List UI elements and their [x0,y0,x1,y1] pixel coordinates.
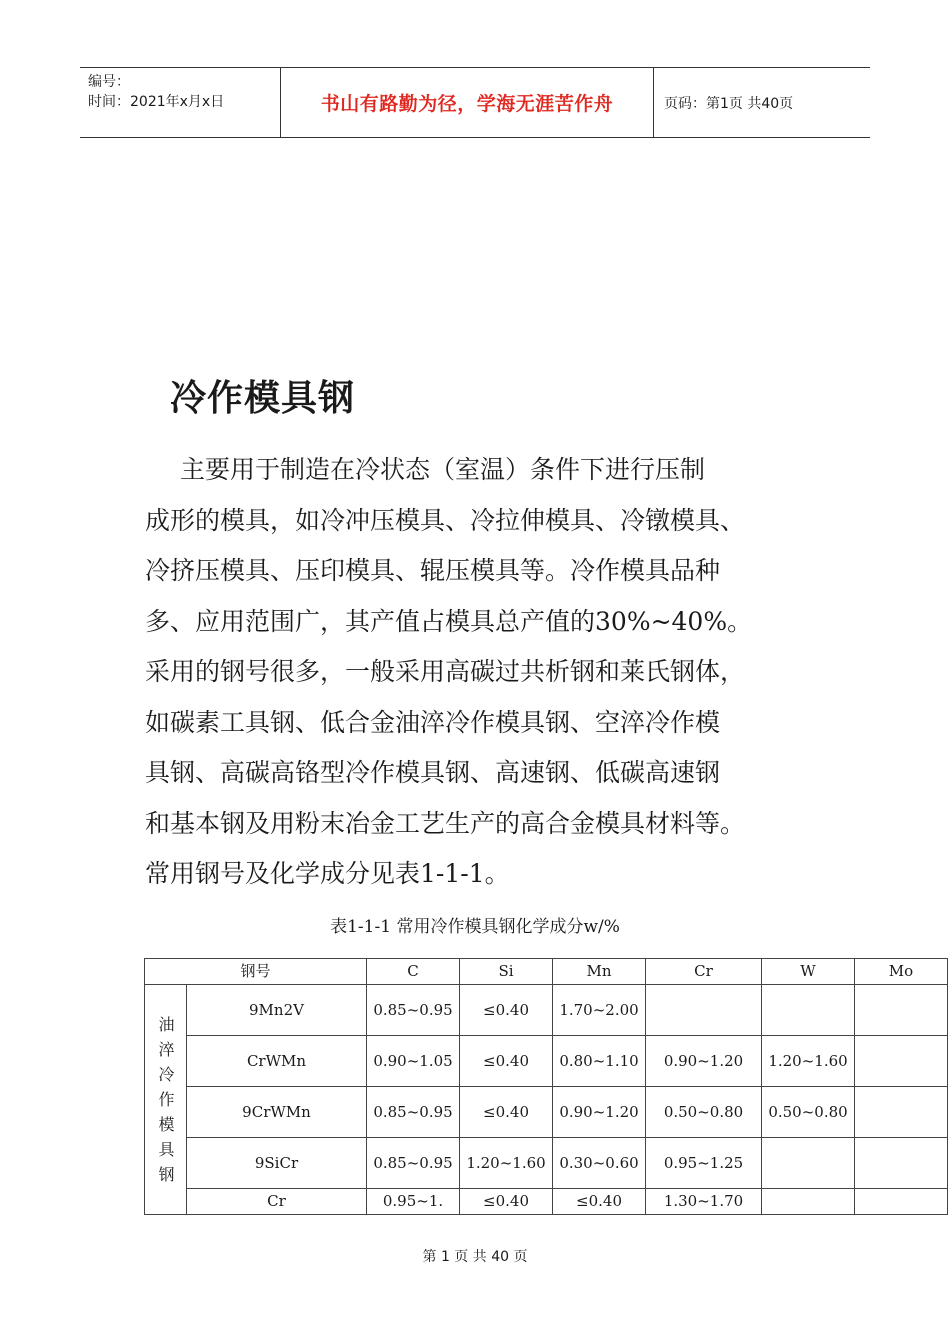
col-header-grade: 钢号 [145,959,367,985]
table-caption: 表1-1-1 常用冷作模具钢化学成分w/% [330,917,620,937]
cell-grade: 9CrWMn [187,1087,367,1138]
cell-mn: 0.80~1.10 [553,1036,646,1087]
page-footer: 第 1 页 共 40 页 [422,1249,528,1265]
cell-mo [855,1036,948,1087]
paragraph-line: 常用钢号及化学成分见表1-1-1。 [145,859,510,888]
cell-mn: 0.90~1.20 [553,1087,646,1138]
cell-cr: 0.95~1.25 [646,1138,762,1189]
cell-grade: 9SiCr [187,1138,367,1189]
cell-c: 0.85~0.95 [367,1087,460,1138]
table-header-row [145,959,948,985]
group-label-cell [145,985,187,1215]
page-info-text: 页码：第1页 共40页 [664,95,794,112]
cell-mo [855,1189,948,1215]
cell-mn: 1.70~2.00 [553,985,646,1036]
cell-c: 0.90~1.05 [367,1036,460,1087]
time-label: 时间：2021年x月x日 [88,94,225,110]
intro-paragraph [145,445,845,900]
cell-w: 1.20~1.60 [762,1036,855,1087]
col-header-si: Si [460,959,553,985]
paragraph-line: 成形的模具，如冷冲压模具、冷拉伸模具、冷镦模具、 [145,505,746,535]
motto-text: 书山有路勤为径，学海无涯苦作舟 [320,93,614,115]
paragraph-line: 冷挤压模具、压印模具、辊压模具等。冷作模具品种 [145,556,721,585]
cell-w [762,1138,855,1189]
header-meta [80,68,281,137]
table-row [145,1036,948,1087]
paragraph-line: 主要用于制造在冷状态（室温）条件下进行压制 [180,455,706,484]
col-header-mo: Mo [855,959,948,985]
cell-si: ≤0.40 [460,985,553,1036]
page-header [80,67,870,138]
cell-w [762,1189,855,1215]
composition-table [144,958,948,1215]
serial-label: 编号： [88,74,130,90]
cell-mn: ≤0.40 [553,1189,646,1215]
cell-mo [855,1138,948,1189]
paragraph-line: 和基本钢及用粉末冶金工艺生产的高合金模具材料等。 [145,808,746,838]
cell-grade: CrWMn [187,1036,367,1087]
header-page-info [654,68,870,137]
cell-c: 0.95~1. [367,1189,460,1215]
cell-c: 0.85~0.95 [367,985,460,1036]
cell-mo [855,1087,948,1138]
cell-c: 0.85~0.95 [367,1138,460,1189]
cell-w [762,985,855,1036]
cell-grade: Cr [187,1189,367,1215]
cell-cr [646,985,762,1036]
paragraph-line: 采用的钢号很多，一般采用高碳过共析钢和莱氏钢体， [145,657,746,686]
document-title: 冷作模具钢 [170,378,356,419]
table-row [145,1189,948,1215]
table-row [145,1087,948,1138]
cell-cr: 0.50~0.80 [646,1087,762,1138]
cell-si: 1.20~1.60 [460,1138,553,1189]
col-header-w: W [762,959,855,985]
group-label: 油淬冷作模具钢 [158,1015,175,1184]
paragraph-line: 多、应用范围广，其产值占模具总产值的30%~40%。 [145,606,753,636]
paragraph-line: 具钢、高碳高铬型冷作模具钢、高速钢、低碳高速钢 [145,758,721,787]
header-motto-cell [281,68,654,137]
cell-w: 0.50~0.80 [762,1087,855,1138]
col-header-cr: Cr [646,959,762,985]
col-header-c: C [367,959,460,985]
table-row [145,985,948,1036]
cell-mo [855,985,948,1036]
cell-cr: 1.30~1.70 [646,1189,762,1215]
cell-grade: 9Mn2V [187,985,367,1036]
cell-cr: 0.90~1.20 [646,1036,762,1087]
cell-si: ≤0.40 [460,1087,553,1138]
cell-si: ≤0.40 [460,1189,553,1215]
col-header-mn: Mn [553,959,646,985]
table-row [145,1138,948,1189]
cell-si: ≤0.40 [460,1036,553,1087]
cell-mn: 0.30~0.60 [553,1138,646,1189]
paragraph-line: 如碳素工具钢、低合金油淬冷作模具钢、空淬冷作模 [145,707,721,737]
